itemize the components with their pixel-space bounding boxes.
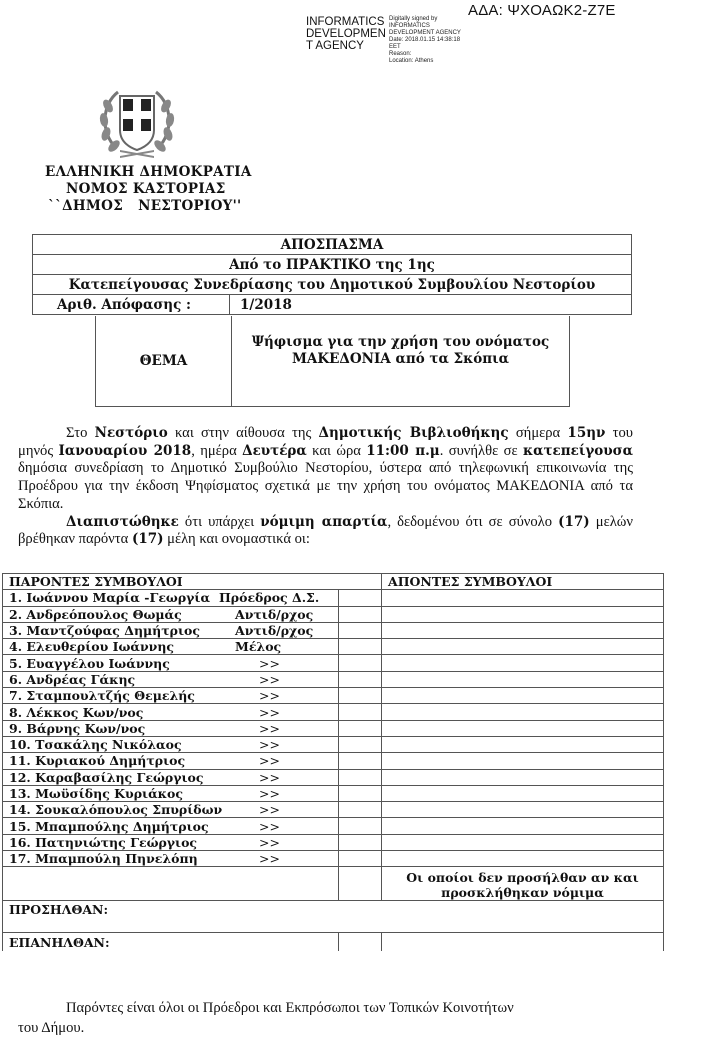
extract-header-table <box>32 234 632 315</box>
member-name: 14. Σουκαλόπουλος Σπυρίδων <box>9 802 223 818</box>
signature-details <box>389 16 461 65</box>
footer-text <box>18 998 658 1038</box>
empty-cell <box>339 688 382 704</box>
member-row <box>3 851 664 867</box>
absent-member-cell <box>382 655 664 671</box>
text: σήμερα <box>508 425 568 441</box>
member-name: 3. Μαντζούφας Δημήτριος <box>9 623 200 639</box>
member-name: 7. Σταμπουλτζής Θεμελής <box>9 688 195 704</box>
emphasized-text: (17) <box>558 513 590 530</box>
header-republic: ΕΛΛΗΝΙΚΗ ΔΗΜΟΚΡΑΤΙΑ <box>45 164 252 180</box>
text: και στην αίθουσα της <box>167 425 319 441</box>
ada-code: ΑΔΑ: ΨΧΟΑΩΚ2-Ζ7Ε <box>468 2 616 19</box>
member-cell <box>3 753 339 769</box>
member-role: >> <box>259 671 280 687</box>
session-description: Κατεπείγουσας Συνεδρίασης του Δημοτικού Συμβουλίου Νεστορίου <box>33 275 632 295</box>
empty-cell <box>339 590 382 606</box>
member-role: Πρόεδρος Δ.Σ. <box>219 590 320 606</box>
present-header: ΠΑΡΟΝΤΕΣ ΣΥΜΒΟΥΛΟΙ <box>3 574 382 590</box>
member-cell <box>3 851 339 867</box>
member-role: >> <box>259 753 280 769</box>
text: Στο <box>66 425 95 441</box>
empty-cell <box>339 933 382 952</box>
absent-note <box>382 867 664 901</box>
member-cell <box>3 769 339 785</box>
member-cell <box>3 736 339 752</box>
extract-subtitle: Από το ΠΡΑΚΤΙΚΟ της 1ης <box>33 255 632 275</box>
member-role: >> <box>259 802 280 818</box>
arrived-label: ΠΡΟΣΗΛΘΑΝ: <box>3 901 664 933</box>
member-role: Αντιδ/ρχος <box>235 623 314 639</box>
empty-cell <box>339 704 382 720</box>
absent-member-cell <box>382 753 664 769</box>
absent-member-cell <box>382 736 664 752</box>
member-name: 16. Πατηνιώτης Γεώργιος <box>9 834 198 850</box>
decision-number: 1/2018 <box>230 295 632 315</box>
member-name: 4. Ελευθερίου Ιωάννης <box>9 639 175 655</box>
member-cell <box>3 590 339 606</box>
member-name: 1. Ιωάννου Μαρία -Γεωργία <box>9 590 211 606</box>
member-role: >> <box>259 769 280 785</box>
member-role: >> <box>259 655 280 671</box>
text: μελών βρέθηκαν παρόντα <box>18 513 633 548</box>
emphasized-text: 15ην <box>567 425 606 441</box>
absent-member-cell <box>382 590 664 606</box>
emphasized-text: (17) <box>131 531 164 548</box>
member-cell <box>3 688 339 704</box>
member-role: >> <box>259 704 280 720</box>
member-name: 10. Τσακάλης Νικόλαος <box>9 737 182 753</box>
footer-line: Παρόντες είναι όλοι οι Πρόεδροι και Εκπρόσωποι των Τοπικών Κοινοτήτων <box>66 1000 514 1016</box>
absent-note-line: Οι οποίοι δεν προσήλθαν αν και <box>406 869 639 885</box>
signature-line: Reason: <box>389 51 412 57</box>
emphasized-text: Νεστόριο <box>94 425 168 441</box>
signature-line: INFORMATICS <box>389 23 430 29</box>
member-cell <box>3 622 339 638</box>
text: . συνήλθε σε <box>439 442 523 459</box>
absent-member-cell <box>382 769 664 785</box>
absent-member-cell <box>382 802 664 818</box>
absent-member-cell <box>382 622 664 638</box>
emphasized-text: 11:00 π.μ <box>366 442 440 459</box>
absent-member-cell <box>382 704 664 720</box>
empty-cell <box>382 933 664 952</box>
empty-cell <box>339 818 382 834</box>
member-cell <box>3 834 339 850</box>
member-role: >> <box>259 688 280 704</box>
emphasized-text: Δημοτικής Βιβλιοθήκης <box>318 425 509 441</box>
subject-value <box>233 334 568 368</box>
member-name: 13. Μωϋσίδης Κυριάκος <box>9 786 183 801</box>
empty-cell <box>339 671 382 687</box>
empty-cell <box>339 834 382 850</box>
member-role: >> <box>259 834 280 850</box>
empty-cell <box>339 785 382 801</box>
emphasized-text: κατεπείγουσα <box>522 442 633 459</box>
empty-cell <box>339 851 382 867</box>
member-role: Αντιδ/ρχος <box>235 606 314 622</box>
empty-cell <box>339 769 382 785</box>
member-name: 17. Μπαμπούλη Πηνελόπη <box>9 851 198 867</box>
member-role: >> <box>259 818 280 834</box>
member-name: 5. Ευαγγέλου Ιωάννης <box>9 655 170 671</box>
member-rows <box>3 590 664 867</box>
absent-member-cell <box>382 639 664 655</box>
member-row <box>3 802 664 818</box>
member-role: >> <box>259 720 280 736</box>
absent-header: ΑΠΟΝΤΕΣ ΣΥΜΒΟΥΛΟΙ <box>382 574 664 590</box>
emphasized-text: Ιανουαρίου 2018 <box>58 442 192 459</box>
member-cell <box>3 639 339 655</box>
member-row <box>3 753 664 769</box>
members-table <box>2 573 664 951</box>
body-text <box>18 425 633 549</box>
signature-line: Digitally signed by <box>389 16 438 22</box>
member-cell <box>3 704 339 720</box>
paragraph-quorum <box>18 514 633 549</box>
signature-line: EET <box>389 44 401 50</box>
member-cell <box>3 671 339 687</box>
member-row <box>3 688 664 704</box>
member-row <box>3 720 664 736</box>
member-name: 6. Ανδρέας Γάκης <box>9 671 136 687</box>
member-name: 11. Κυριακού Δημήτριος <box>9 753 186 769</box>
member-row <box>3 785 664 801</box>
member-row <box>3 655 664 671</box>
member-row <box>3 736 664 752</box>
absent-member-cell <box>382 688 664 704</box>
text: , ημέρα <box>191 442 243 459</box>
member-row <box>3 590 664 606</box>
member-name: 15. Μπαμπούλης Δημήτριος <box>9 818 209 834</box>
member-name: 2. Ανδρεόπουλος Θωμάς <box>9 606 182 622</box>
member-cell <box>3 606 339 622</box>
empty-cell <box>339 655 382 671</box>
returned-label: ΕΠΑΝΗΛΘΑΝ: <box>3 933 339 952</box>
subject-box <box>95 316 570 407</box>
member-row <box>3 704 664 720</box>
signature-line: Date: 2018.01.15 14:38:18 <box>389 37 461 43</box>
decision-label: Αριθ. Απόφασης : <box>33 295 230 315</box>
text: , δεδομένου ότι σε σύνολο <box>387 513 559 530</box>
absent-member-cell <box>382 671 664 687</box>
member-cell <box>3 785 339 801</box>
member-role: >> <box>259 786 280 801</box>
member-row <box>3 834 664 850</box>
subject-line: ΜΑΚΕΔΟΝΙΑ από τα Σκόπια <box>291 351 510 367</box>
header-prefecture: ΝΟΜΟΣ ΚΑΣΤΟΡΙΑΣ <box>66 181 226 197</box>
signature-line: Location: Athens <box>389 58 434 64</box>
empty-cell <box>339 639 382 655</box>
extract-title: ΑΠΟΣΠΑΣΜΑ <box>33 235 632 255</box>
subject-label: ΘΕΜΑ <box>96 316 232 406</box>
text: δημόσια συνεδρίαση το Δημοτικό Συμβούλιο Νεστορίου, ύστερα από τηλεφωνική επικοινωνία της Προέδρου για την έκδοση Ψηφίσματος σχετικά με την χρήση του ονόματος ΜΑΚΕΔΟΝΙΑ από τα Σκόπια. <box>18 460 633 512</box>
absent-note-line: προσκλήθηκαν νόμιμα <box>441 884 604 900</box>
empty-cell <box>339 736 382 752</box>
member-cell <box>3 818 339 834</box>
emphasized-text: Δευτέρα <box>242 442 307 459</box>
member-row <box>3 769 664 785</box>
empty-cell <box>339 720 382 736</box>
emphasized-text: Διαπιστώθηκε <box>66 513 179 530</box>
empty-cell <box>339 622 382 638</box>
member-role: Μέλος <box>235 639 282 655</box>
header-municipality: ``ΔΗΜΟΣ ΝΕΣΤΟΡΙΟΥ'' <box>48 198 242 214</box>
member-name: 8. Λέκκος Κων/νος <box>9 704 144 720</box>
greek-coat-of-arms-icon <box>96 84 178 162</box>
signature-line: DEVELOPMENT AGENCY <box>389 30 461 36</box>
empty-cell <box>3 867 339 901</box>
member-role: >> <box>259 851 280 867</box>
text: και ώρα <box>306 442 367 459</box>
emphasized-text: νόμιμη απαρτία <box>260 513 388 530</box>
paragraph-quorum-content <box>18 514 633 548</box>
empty-cell <box>339 867 382 901</box>
absent-member-cell <box>382 720 664 736</box>
paragraph-session <box>18 425 633 514</box>
signature-organization: INFORMATICS DEVELOPMEN T AGENCY <box>306 16 386 52</box>
subject-line: Ψήφισμα για την χρήση του ονόματος <box>251 334 550 350</box>
text: ότι υπάρχει <box>178 513 261 530</box>
member-name: 12. Καραβασίλης Γεώργιος <box>9 769 204 785</box>
absent-member-cell <box>382 834 664 850</box>
absent-member-cell <box>382 818 664 834</box>
member-role: >> <box>259 737 280 753</box>
member-row <box>3 606 664 622</box>
member-row <box>3 818 664 834</box>
absent-member-cell <box>382 606 664 622</box>
empty-cell <box>339 802 382 818</box>
member-cell <box>3 655 339 671</box>
footer-line: του Δήμου. <box>18 1020 85 1036</box>
paragraph-session-content <box>18 425 633 512</box>
member-cell <box>3 802 339 818</box>
member-cell <box>3 720 339 736</box>
text: μέλη και ονομαστικά οι: <box>163 531 310 548</box>
member-row <box>3 622 664 638</box>
text: του μηνός <box>18 425 633 459</box>
member-row <box>3 671 664 687</box>
empty-cell <box>339 606 382 622</box>
member-row <box>3 639 664 655</box>
absent-member-cell <box>382 785 664 801</box>
absent-member-cell <box>382 851 664 867</box>
empty-cell <box>339 753 382 769</box>
member-name: 9. Βάρνης Κων/νος <box>9 720 146 736</box>
